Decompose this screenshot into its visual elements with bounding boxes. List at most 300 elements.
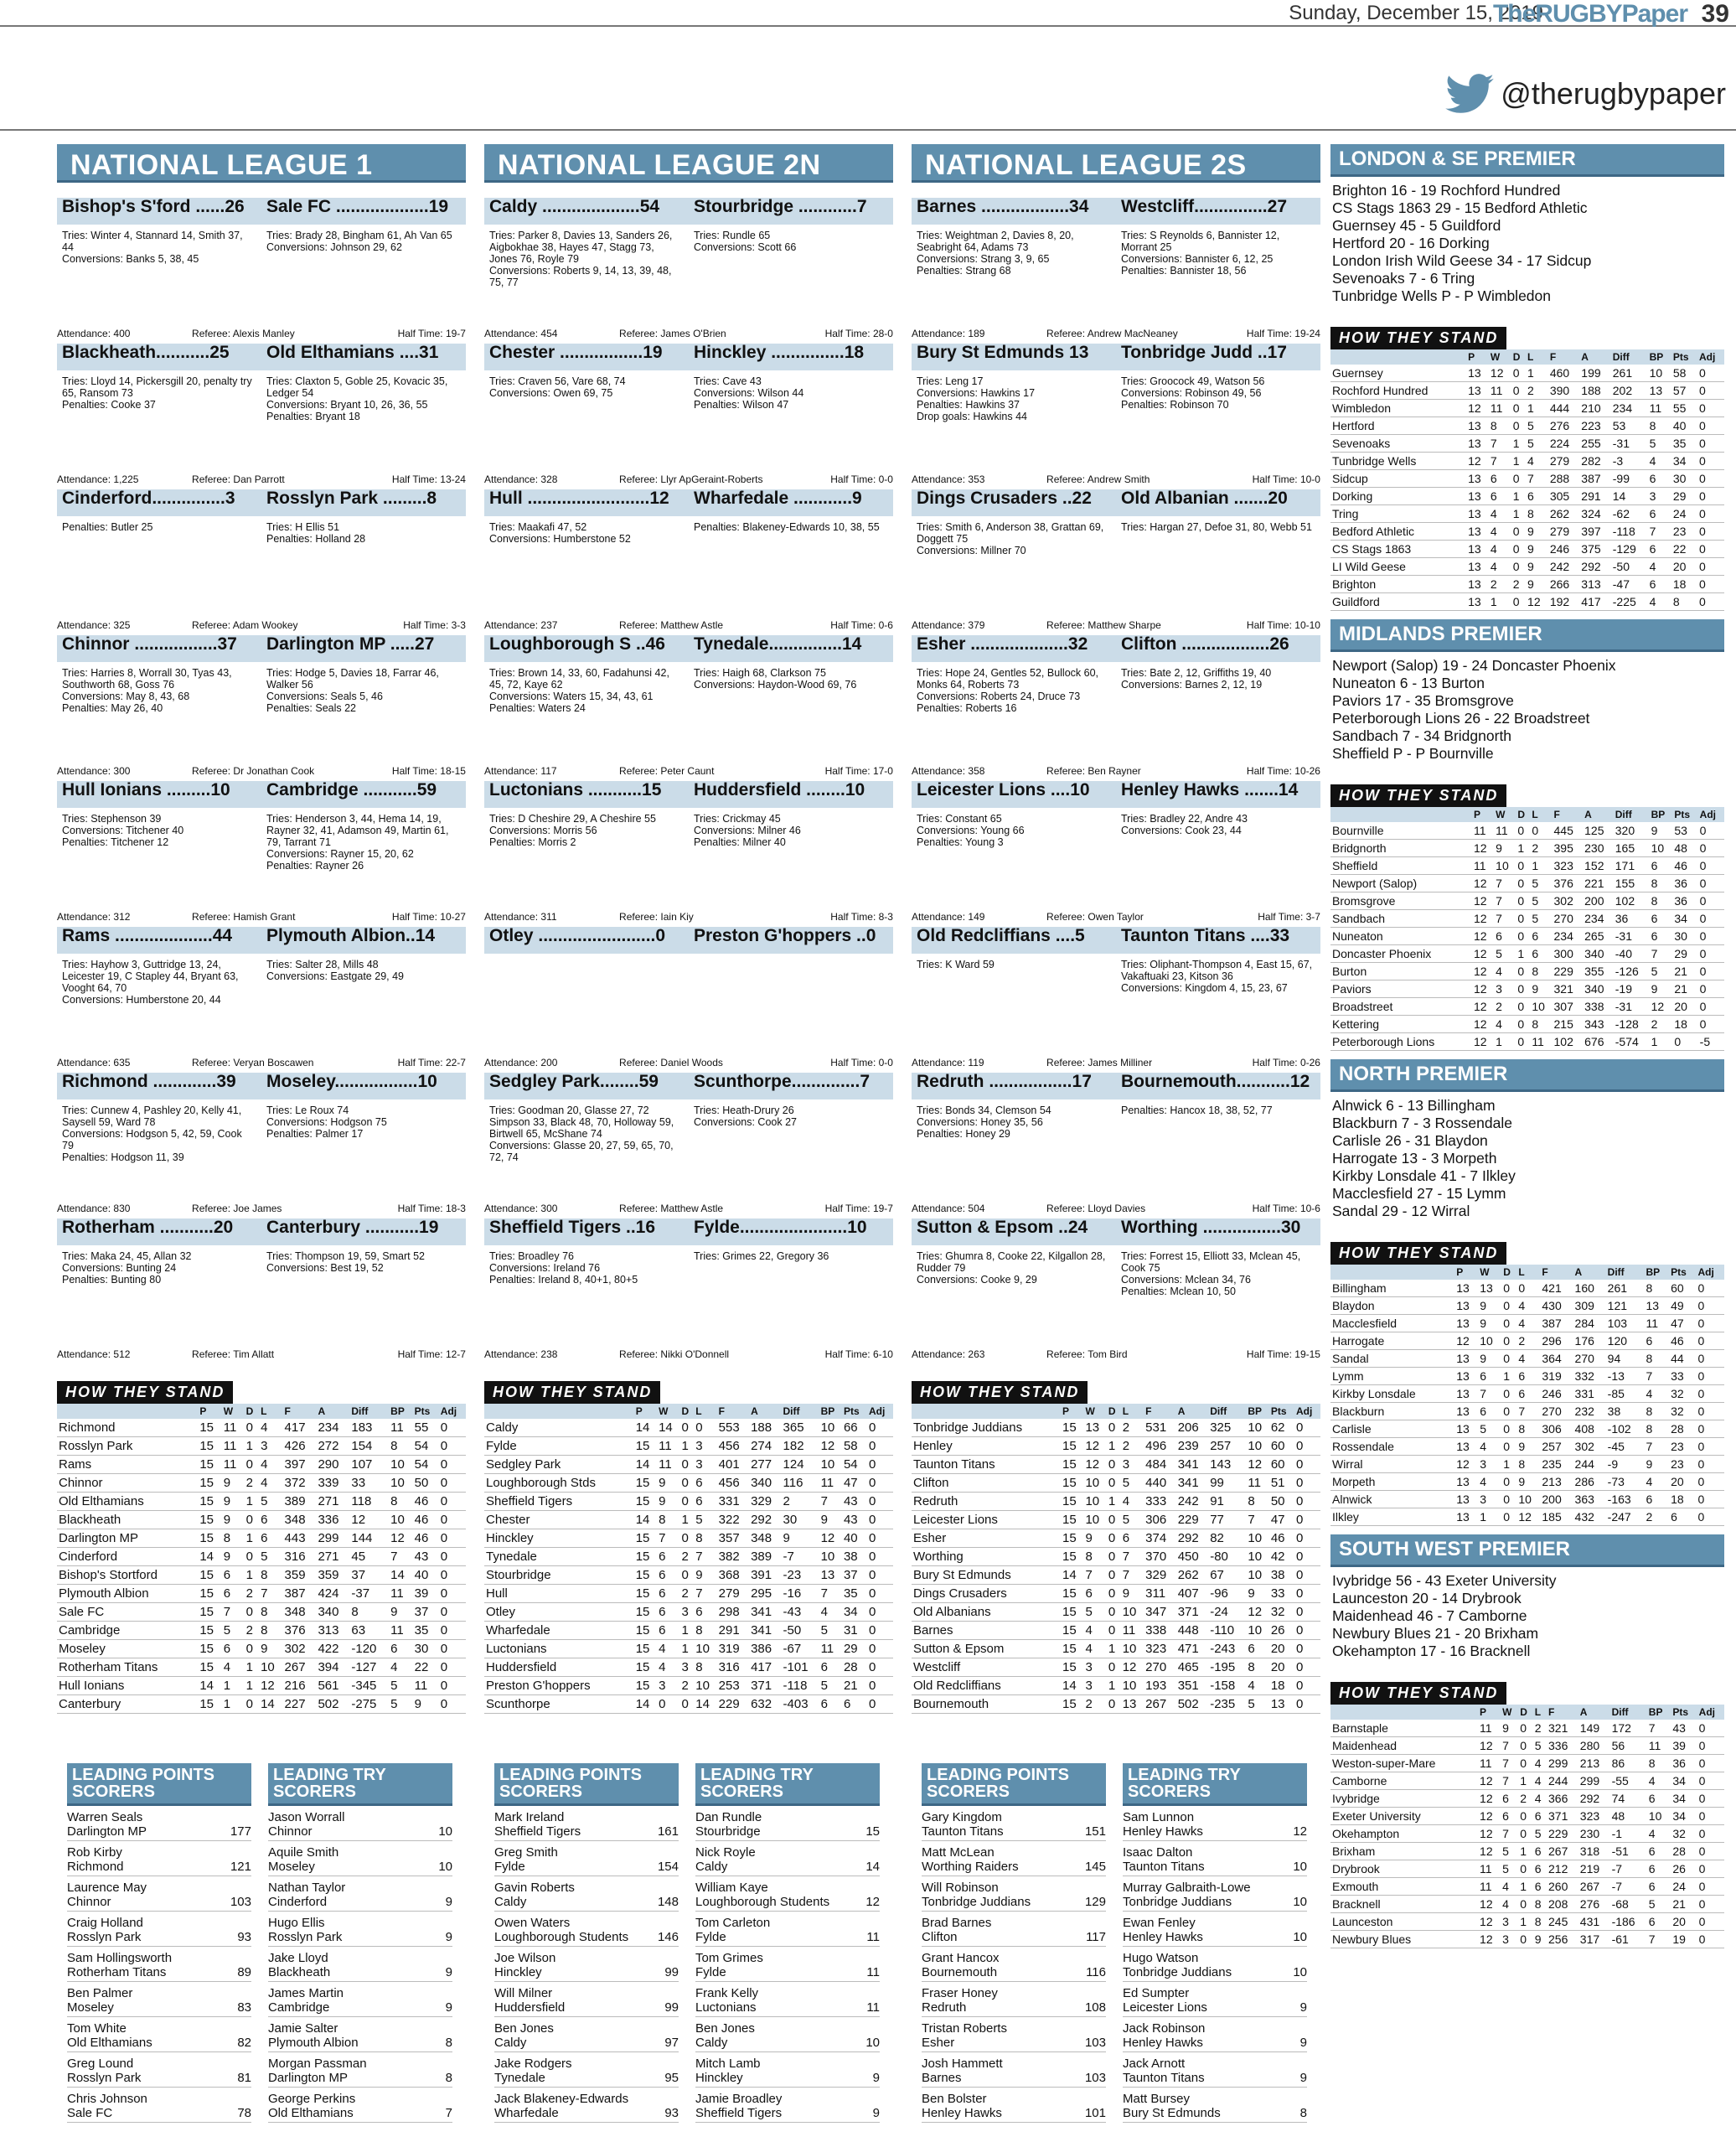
stat-cell: 6 [222,1566,245,1585]
leaderboard-item [67,1876,251,1912]
stat-cell: 553 [717,1419,749,1437]
table-row [1330,505,1724,523]
player-club: Bournemouth [922,1965,998,1979]
player [494,2021,554,2050]
stat-cell: 246 [1540,1385,1573,1403]
stat-cell: 24 [1671,505,1697,523]
stat-cell: 36 [1672,875,1697,892]
stat-cell: 2 [782,1493,819,1511]
scorer-line: Penalties: Mclean 10, 50 [1121,1286,1236,1297]
stat-cell: 0 [1697,505,1724,523]
col-header: F [1548,349,1579,365]
table-row [57,1437,466,1456]
attendance-value: 358 [968,765,985,777]
match-score-line [484,927,893,954]
regional-league [1330,144,1724,611]
stat-cell: 55 [413,1419,439,1437]
result-line: CS Stags 1863 29 - 15 Bedford Athletic [1332,199,1588,216]
stat-cell: 13 [1083,1419,1106,1437]
stat-cell: 200 [1583,892,1614,910]
team-name: Guernsey [1330,365,1466,382]
stat-cell: 10 [1083,1474,1106,1493]
stat-cell: 4 [259,1456,282,1474]
attendance [57,765,192,777]
stat-cell: 6 [1501,1808,1518,1825]
result-line: Tunbridge Wells P - P Wimbledon [1332,287,1551,304]
stat-cell: 0 [1294,1419,1320,1437]
stat-cell: 8 [657,1511,679,1529]
home-scorers [912,1250,1116,1297]
attendance [57,473,192,485]
away-team-score: Henley Hawks .......14 [1121,781,1299,799]
player-total: 9 [445,2000,452,2015]
stat-cell: 6 [1489,488,1511,505]
player [67,1881,147,1909]
player [922,1845,1019,1874]
player-total: 10 [1293,1930,1307,1944]
player-name: Greg Smith [494,1845,558,1860]
stat-cell: 13 [1648,382,1671,400]
stat-cell: 2 [1530,840,1552,857]
team-name: Sandal [1330,1350,1454,1368]
stat-cell: 66 [842,1419,867,1437]
stat-cell: 10 [1246,1566,1268,1585]
stat-cell: -23 [782,1566,819,1585]
stat-cell: 9 [222,1511,245,1529]
stat-cell: 339 [316,1474,349,1493]
stat-cell: 0 [439,1548,466,1566]
stat-cell: 376 [283,1622,317,1640]
scorer-line: Penalties: Bannister 18, 56 [1121,265,1247,277]
player-total: 129 [1084,1895,1106,1909]
match-footer [57,1348,466,1360]
stat-cell: 9 [1533,1931,1547,1948]
stat-cell: 0 [867,1419,893,1437]
stat-cell: 319 [717,1640,749,1658]
stat-cell: -31 [1614,998,1650,1016]
leaderboard-item [695,1841,880,1876]
table-row [484,1566,893,1585]
leaderboard-item [67,2017,251,2052]
match-score-line [484,489,893,516]
match-report [912,1218,1320,1365]
col-header: L [1530,807,1552,822]
stat-cell: 331 [1573,1385,1606,1403]
team-name: Bridgnorth [1330,840,1472,857]
player-club: Rosslyn Park [67,2071,142,2085]
stat-cell: -45 [1606,1438,1645,1456]
team-name: Old Albanians [912,1603,1061,1622]
table-row [1330,488,1724,505]
stat-cell: 450 [1176,1548,1209,1566]
player-name: Jake Rodgers [494,2057,572,2071]
stat-cell: -118 [1611,523,1648,541]
scorer-line: Conversions: Millner 70 [917,545,1026,556]
home-scorers [912,667,1116,714]
stat-cell: 12 [1454,1456,1478,1473]
away-scorers [1116,667,1320,714]
scorer-line: Conversions: Ireland 76 [489,1262,601,1274]
stat-cell: 15 [1061,1658,1083,1677]
scorer-line: Tries: Harries 8, Worrall 30, Tyas 43, Southworth 68, Goss 76 [62,667,232,691]
player-name: Will Robinson [922,1881,999,1895]
stat-cell: 0 [1697,417,1724,435]
match-footer [57,911,466,923]
away-scorers [261,959,466,1006]
referee-value: Matthew Sharpe [1088,619,1161,631]
match-report [57,927,466,1074]
stat-cell: 15 [1061,1437,1083,1456]
stat-cell: 9 [1494,840,1516,857]
stat-cell: 359 [316,1566,349,1585]
stat-cell: 7 [1647,1931,1671,1948]
match-report [57,489,466,636]
stat-cell: 363 [1573,1491,1606,1508]
stat-cell: 12 [1478,1737,1501,1755]
stat-cell: 9 [222,1493,245,1511]
attendance [484,473,619,485]
stat-cell: 5 [259,1493,282,1511]
player-name: Brad Barnes [922,1916,992,1930]
stat-cell: 5 [1648,435,1671,453]
stat-cell: 1 [1107,1437,1121,1456]
player [1123,2092,1221,2120]
player [494,1951,555,1979]
stat-cell: 8 [1083,1548,1106,1566]
scorer-line: Penalties: Robinson 70 [1121,399,1229,411]
stat-cell: 6 [1647,1860,1671,1878]
stat-cell: 7 [1516,1403,1540,1420]
match-score-line [484,344,893,370]
stat-cell: 4 [1489,541,1511,558]
stat-cell: 13 [1454,1508,1478,1526]
team-name: Tring [1330,505,1466,523]
stat-cell: 9 [222,1548,245,1566]
stat-cell: 7 [1645,1438,1670,1456]
stat-cell: 0 [1698,910,1724,928]
attendance-label: Attendance: [57,328,111,339]
stat-cell: 12 [1472,840,1494,857]
half-time-value: 0-0 [878,1057,893,1068]
player-name: Gavin Roberts [494,1881,575,1895]
player-name: Joe Wilson [494,1951,556,1965]
half-time [783,1203,893,1214]
away-team-score: Tonbridge Judd ..17 [1121,344,1287,362]
match-report [484,489,893,636]
stat-cell: 426 [283,1437,317,1456]
table-row [1330,1403,1724,1420]
referee [619,1057,783,1068]
half-time-label: Half Time: [1246,1348,1292,1360]
player-total: 146 [657,1930,679,1944]
referee-label: Referee: [1046,911,1086,923]
table-row [484,1695,893,1714]
table-row [912,1474,1320,1493]
team-name: Billingham [1330,1280,1454,1297]
stat-cell: 125 [1583,822,1614,840]
stat-cell: 407 [1176,1585,1209,1603]
stat-cell: 336 [1547,1737,1578,1755]
stat-cell: 531 [1144,1419,1176,1437]
col-header: Adj [1697,349,1724,365]
leaderboard-item [695,1806,880,1841]
team-name: Plymouth Albion [57,1585,198,1603]
table-row [1330,928,1724,945]
table-row [1330,541,1724,558]
referee [192,328,355,339]
stat-cell: 20 [1672,998,1697,1016]
scorer-line: Conversions: Bryant 10, 26, 36, 55 [266,399,428,411]
stat-cell: 8 [1489,417,1511,435]
result-line: Kirkby Lonsdale 41 - 7 Ilkley [1332,1167,1516,1184]
stat-cell: 5 [694,1511,716,1529]
col-header: A [1579,349,1610,365]
team-name: Sale FC [57,1603,198,1622]
stat-cell: 40 [1671,417,1697,435]
stat-cell: 276 [1548,417,1579,435]
regional-title: SOUTH WEST PREMIER [1330,1534,1724,1567]
referee [192,1348,355,1360]
stat-cell: 26 [1269,1622,1294,1640]
scorer-line: Penalties: Ireland 8, 40+1, 80+5 [489,1274,638,1286]
player-total: 93 [664,2106,679,2120]
referee-value: Daniel Woods [660,1057,723,1068]
stat-cell: 11 [819,1640,842,1658]
scorer-line: Conversions: Eastgate 29, 49 [266,970,404,982]
result-line: Sheffield P - P Bournville [1332,745,1494,762]
stat-cell: 0 [1516,822,1530,840]
table-row [57,1474,466,1493]
stat-cell: 18 [1672,1016,1697,1033]
referee-value: Lloyd Davies [1088,1203,1146,1214]
stat-cell: 1 [1511,505,1526,523]
match-score-line [57,635,466,662]
stat-cell: 8 [1645,1403,1670,1420]
player-name: Laurence May [67,1881,147,1895]
attendance-value: 263 [968,1348,985,1360]
table-row [1330,435,1724,453]
stat-cell: -126 [1614,963,1650,980]
header-rule [0,129,1736,131]
scorer-line: Conversions: Strang 3, 9, 65 [917,253,1050,265]
stat-cell: 46 [1672,857,1697,875]
player-total: 108 [1084,2000,1106,2015]
twitter-handle-text: @therugbypaper [1501,76,1726,111]
attendance-value: 119 [968,1057,984,1068]
stat-cell: 348 [749,1529,781,1548]
player [67,1916,143,1944]
regional-leagues [1330,144,1724,1957]
player [268,2021,359,2050]
stat-cell: 0 [1697,558,1724,576]
leaderboard-item [1123,2017,1307,2052]
stat-cell: 432 [1573,1508,1606,1526]
player-club: Darlington MP [67,1824,147,1839]
stat-cell: 11 [413,1677,439,1695]
scorer-line: Tries: Hope 24, Gentles 52, Bullock 60, Monks 64, Roberts 73 [917,667,1099,691]
stat-cell: 262 [1548,505,1579,523]
referee-label: Referee: [192,328,231,339]
team-name: Sandbach [1330,910,1472,928]
player-club: Moseley [67,2000,114,2015]
stat-cell: 456 [717,1437,749,1456]
stat-cell: 0 [1294,1474,1320,1493]
referee-value: James Milliner [1088,1057,1153,1068]
stat-cell: 20 [1671,558,1697,576]
stat-cell: 417 [1579,593,1610,611]
player-club: Plymouth Albion [268,2036,359,2050]
stat-cell: 7 [1648,523,1671,541]
stat-cell: 0 [1698,857,1724,875]
away-team-score: Taunton Titans ....33 [1121,927,1290,945]
result-line: Hertford 20 - 16 Dorking [1332,235,1490,251]
stat-cell: 370 [1144,1548,1176,1566]
stat-cell: 6 [657,1622,679,1640]
stat-cell: 322 [717,1511,749,1529]
away-scorers [689,375,893,411]
stat-cell: 0 [245,1548,259,1566]
stat-cell: 0 [1697,1297,1724,1315]
stat-cell: 0 [1294,1511,1320,1529]
stat-cell: 36 [1671,1755,1697,1772]
player [695,1986,758,2015]
stat-cell: 176 [1573,1332,1606,1350]
stat-cell: 15 [634,1677,657,1695]
stat-cell: 10 [389,1474,412,1493]
stat-cell: 29 [842,1640,867,1658]
home-scorers [912,521,1116,556]
referee-value: Llyr ApGeraint-Roberts [660,473,763,485]
stat-cell: 4 [1647,1825,1671,1843]
scorer-line: Penalties: Butler 25 [62,521,153,533]
leading-try-scorers [695,1763,880,2123]
scorers [484,954,893,959]
player-club: Caldy [494,2036,527,2050]
player-total: 82 [237,2036,251,2050]
stat-cell: 212 [1547,1860,1578,1878]
match-footer [484,473,893,485]
col-header: BP [819,1404,842,1419]
match-report [57,1218,466,1365]
stat-cell: 502 [316,1695,349,1714]
away-scorers [689,813,893,848]
team-name: Ilkley [1330,1508,1454,1526]
stat-cell: 1 [1511,453,1526,470]
stat-cell: 0 [1698,945,1724,963]
col-header: W [1494,807,1516,822]
stat-cell: 272 [316,1437,349,1456]
stat-cell: 1 [1107,1640,1121,1658]
table-row [1330,1473,1724,1491]
stat-cell: 8 [1530,963,1552,980]
referee-value: Andrew Smith [1087,473,1150,485]
home-team-score: Esher ....................32 [917,635,1088,654]
stat-cell: -55 [1610,1772,1647,1790]
stat-cell: 9 [1526,576,1548,593]
stat-cell: 343 [1583,1016,1614,1033]
stat-cell: 368 [717,1566,749,1585]
stat-cell: 3 [657,1677,679,1695]
scorer-line: Tries: Maka 24, 45, Allan 32 [62,1250,192,1262]
scorer-line: Penalties: Strang 68 [917,265,1011,277]
stat-cell: 11 [389,1419,412,1437]
stat-cell: 155 [1614,875,1650,892]
away-scorers [261,813,466,872]
stat-cell: 10 [819,1419,842,1437]
table-row [1330,1491,1724,1508]
stat-cell: -80 [1208,1548,1246,1566]
stat-cell: 12 [1472,998,1494,1016]
player-name: Jamie Salter [268,2021,338,2036]
home-team-score: Hull Ionians .........10 [62,781,230,799]
stat-cell: 1 [1501,1456,1516,1473]
stat-cell: 0 [679,1695,694,1714]
stat-cell: 323 [1144,1640,1176,1658]
leaderboard-item [1123,2088,1307,2123]
player-club: Rosslyn Park [268,1930,343,1944]
stat-cell: 39 [1671,1737,1697,1755]
half-time-label: Half Time: [403,619,449,631]
stat-cell: 13 [1454,1385,1478,1403]
stat-cell: 229 [717,1695,749,1714]
referee [1046,765,1210,777]
half-time-label: Half Time: [397,1348,443,1360]
player-name: Ben Jones [494,2021,554,2036]
stat-cell: 2 [1518,1790,1533,1808]
stat-cell: 351 [1176,1677,1209,1695]
twitter-handle[interactable] [1445,74,1726,114]
referee-label: Referee: [192,765,231,777]
away-scorers [1116,1105,1320,1140]
team-name: CS Stags 1863 [1330,541,1466,558]
stat-cell: 295 [749,1585,781,1603]
stat-cell: 10 [1650,840,1673,857]
table-row [484,1511,893,1529]
col-header: F [1547,1705,1578,1720]
stat-cell: 34 [1671,1790,1697,1808]
player [695,1951,763,1979]
player [1123,2057,1205,2085]
attendance [912,1057,1046,1068]
half-time-value: 22-7 [445,1057,466,1068]
stat-cell: 6 [1650,928,1673,945]
referee [619,473,783,485]
stat-cell: 5 [1121,1474,1144,1493]
stat-cell: 0 [867,1585,893,1603]
player-total: 89 [237,1965,251,1979]
stat-cell: 12 [1472,928,1494,945]
stat-cell: 10 [694,1677,716,1695]
stat-cell: 0 [867,1437,893,1456]
stat-cell: 42 [1269,1548,1294,1566]
stat-cell: 43 [1671,1720,1697,1737]
away-scorers [689,230,893,288]
stat-cell: 14 [634,1456,657,1474]
stat-cell: 292 [749,1511,781,1529]
stat-cell: 0 [1511,382,1526,400]
col-header: D [1511,349,1526,365]
player-total: 151 [1084,1824,1106,1839]
team-name: Harrogate [1330,1332,1454,1350]
player-club: Fylde [695,1930,726,1944]
stat-cell: 11 [389,1622,412,1640]
leaderboard-item [922,2088,1106,2123]
col-header: BP [1246,1404,1268,1419]
away-scorers [1116,375,1320,422]
team-name: Chinnor [57,1474,198,1493]
stat-cell: 10 [1516,1491,1540,1508]
match-footer [912,911,1320,923]
